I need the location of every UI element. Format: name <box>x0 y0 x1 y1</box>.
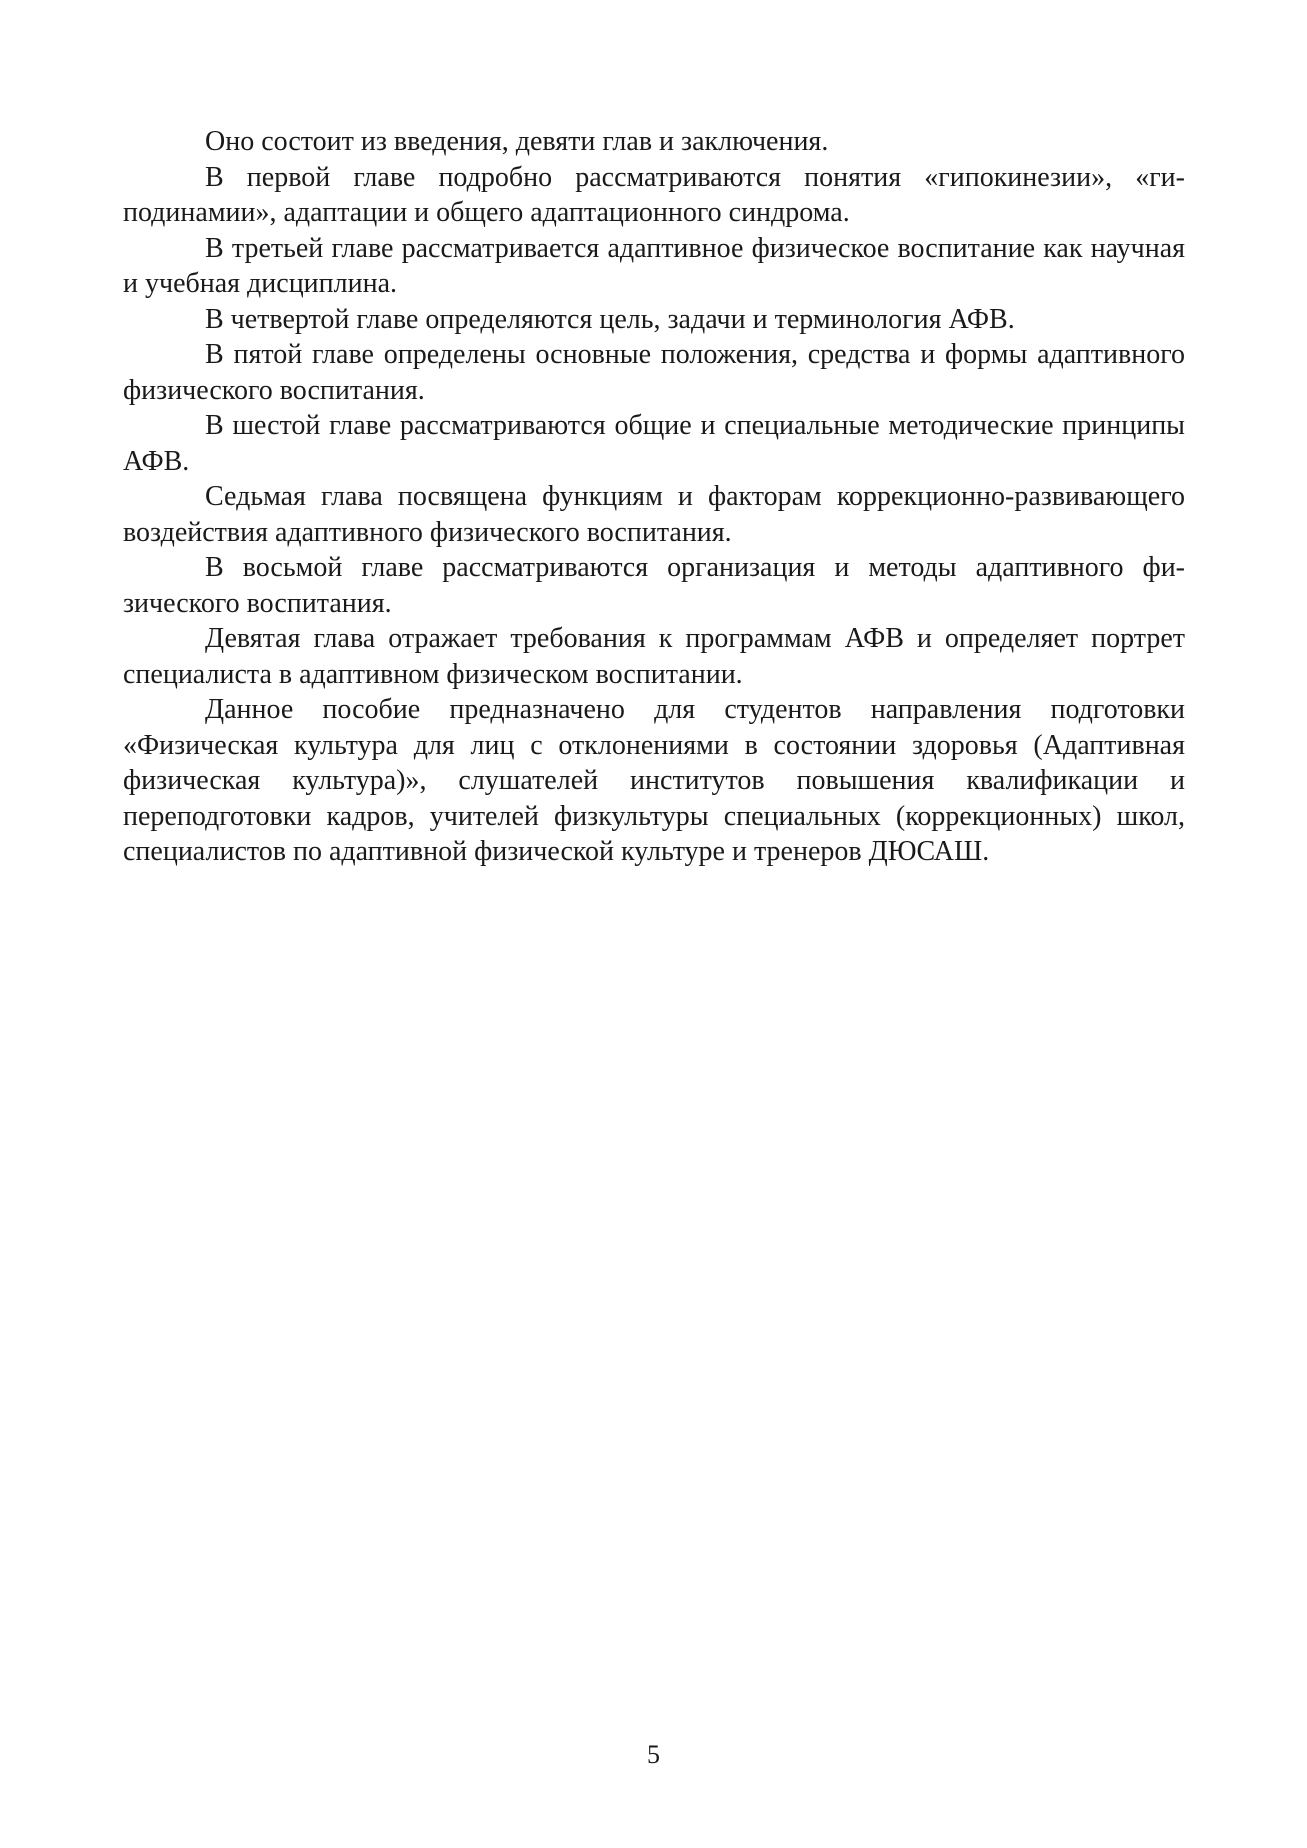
paragraph-composition: Оно состоит из введения, девяти глав и заключения. <box>205 126 829 157</box>
body-text <box>123 124 1185 870</box>
paragraph-chapter-3: В третьей главе рассматривается адаптивное физическое воспитание как научная и учебная дисциплина. <box>123 232 1185 299</box>
paragraph-audience: Данное пособие предназначено для студентов направления подготовки «Физическая культура для лиц с отклонениями в состоянии здоровья (Адаптивная физическая культура)», слушателей институтов повышения квалификации и переподготовки кадров, учителей физкультуры специальных (коррекционных) школ, специалистов по адаптивной физической культуре и тренеров ДЮСАШ. <box>123 694 1185 867</box>
paragraph-chapter-4: В четвертой главе определяются цель, задачи и терминология АФВ. <box>205 303 1015 335</box>
paragraph-chapter-8: В восьмой главе рассматриваются организация и методы адаптивного физического воспитания. <box>123 552 1185 619</box>
paragraph-chapter-7: Седьмая глава посвящена функциям и факторам коррекционно-развивающего воздействия адаптивного физического воспитания. <box>123 481 1185 548</box>
page-number: 5 <box>647 1740 660 1769</box>
paragraph-chapter-9: Девятая глава отражает требования к программам АФВ и определяет портрет специалиста в адаптивном физическом воспитании. <box>123 623 1185 690</box>
paragraph-chapter-6: В шестой главе рассматриваются общие и специальные методические принципы АФВ. <box>123 410 1185 477</box>
paragraph-chapter-5: В пятой главе определены основные положения, средства и формы адаптивного физического воспитания. <box>123 339 1185 406</box>
paragraph-chapter-1: В первой главе подробно рассматриваются понятия «гипокинезии», «гиподинамии», адаптации и общего адаптационного синдрома. <box>123 161 1185 228</box>
